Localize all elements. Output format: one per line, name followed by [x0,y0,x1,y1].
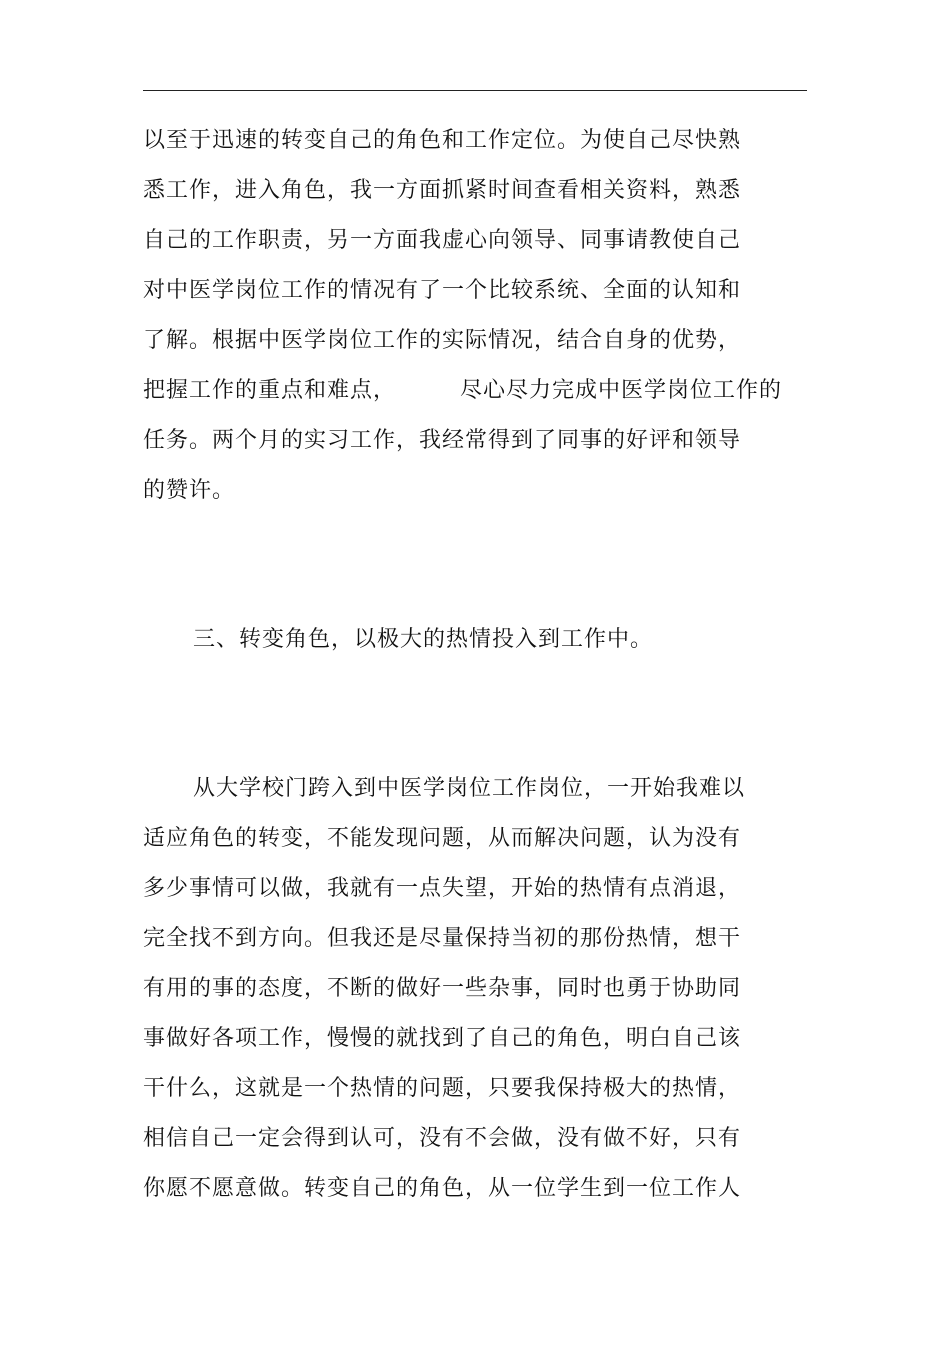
paragraph-line: 从大学校门跨入到中医学岗位工作岗位，一开始我难以 [193,776,746,801]
paragraph-line: 完全找不到方向。但我还是尽量保持当初的那份热情，想干 [143,926,742,951]
paragraph-line: 多少事情可以做，我就有一点失望，开始的热情有点消退， [143,876,742,901]
paragraph-line: 事做好各项工作，慢慢的就找到了自己的角色，明白自己该 [143,1026,742,1051]
paragraph-line: 以至于迅速的转变自己的角色和工作定位。为使自己尽快熟 [143,128,742,153]
paragraph-line: 对中医学岗位工作的情况有了一个比较系统、全面的认知和 [143,278,742,303]
paragraph-line: 把握工作的重点和难点， 尽心尽力完成中医学岗位工作的 [143,378,782,403]
paragraph-line: 有用的事的态度，不断的做好一些杂事，同时也勇于协助同 [143,976,742,1001]
paragraph-line: 的赞许。 [143,478,236,503]
paragraph-line: 任务。两个月的实习工作，我经常得到了同事的好评和领导 [143,428,742,453]
section-heading: 三、转变角色，以极大的热情投入到工作中。 [193,627,654,652]
paragraph-line: 悉工作，进入角色，我一方面抓紧时间查看相关资料，熟悉 [143,178,742,203]
paragraph-line: 你愿不愿意做。转变自己的角色，从一位学生到一位工作人 [143,1176,742,1201]
paragraph-line: 自己的工作职责，另一方面我虚心向领导、同事请教使自己 [143,228,742,253]
paragraph-line: 相信自己一定会得到认可，没有不会做，没有做不好，只有 [143,1126,742,1151]
paragraph-line: 了解。根据中医学岗位工作的实际情况，结合自身的优势， [143,328,742,353]
paragraph-line: 干什么，这就是一个热情的问题，只要我保持极大的热情， [143,1076,742,1101]
header-rule [143,90,807,91]
paragraph-line: 适应角色的转变，不能发现问题，从而解决问题，认为没有 [143,826,742,851]
